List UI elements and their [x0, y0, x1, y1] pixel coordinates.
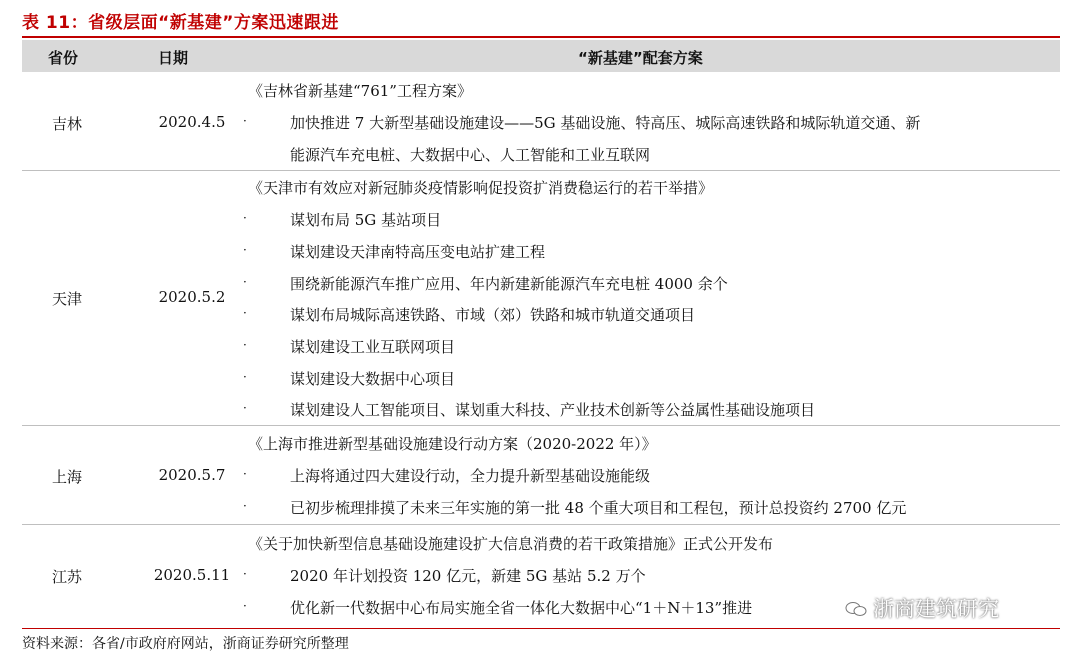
bullet: ·	[243, 401, 247, 415]
plan-document: 《上海市推进新型基础设施建设行动方案（2020-2022 年）》	[248, 435, 657, 453]
bullet: ·	[243, 370, 247, 384]
plan-document: 《关于加快新型信息基础设施建设扩大信息消费的若干政策措施》正式公开发布	[248, 535, 774, 553]
plan-item: 能源汽车充电桩、大数据中心、人工智能和工业互联网	[290, 146, 651, 164]
bullet: ·	[243, 467, 247, 481]
bullet: ·	[243, 275, 247, 289]
bullet: ·	[243, 243, 247, 257]
table-title: 表 11：省级层面“新基建”方案迅速跟进	[22, 13, 339, 33]
table-header	[22, 40, 1060, 72]
bullet: ·	[243, 306, 247, 320]
plan-item: 优化新一代数据中心布局实施全省一体化大数据中心“1＋N＋13”推进	[290, 599, 753, 617]
plan-item: 谋划建设大数据中心项目	[290, 370, 456, 388]
bullet: ·	[243, 599, 247, 613]
watermark	[845, 593, 999, 623]
date-cell: 2020.5.11	[153, 566, 231, 584]
province-cell: 吉林	[51, 115, 82, 133]
date-cell: 2020.5.7	[158, 466, 226, 484]
plan-item: 谋划建设天津南特高压变电站扩建工程	[290, 243, 546, 261]
date-cell: 2020.4.5	[158, 113, 226, 131]
date-cell: 2020.5.2	[158, 288, 226, 306]
bullet: ·	[243, 211, 247, 225]
plan-item: 谋划布局 5G 基站项目	[290, 211, 442, 229]
plan-item: 2020 年计划投资 120 亿元，新建 5G 基站 5.2 万个	[290, 567, 646, 585]
plan-document: 《天津市有效应对新冠肺炎疫情影响促投资扩消费稳运行的若干举措》	[248, 179, 714, 197]
plan-document: 《吉林省新基建“761”工程方案》	[248, 82, 472, 100]
bullet: ·	[243, 499, 247, 513]
bottom-rule	[22, 628, 1060, 629]
table-row	[22, 426, 1060, 525]
province-cell: 天津	[51, 290, 82, 308]
plan-item: 加快推进 7 大新型基础设施建设——5G 基础设施、特高压、城际高速铁路和城际轨道交通、新	[290, 114, 921, 132]
header-province: 省份	[48, 49, 79, 67]
bullet: ·	[243, 114, 247, 128]
header-plan: “新基建”配套方案	[578, 49, 703, 67]
plan-item: 上海将通过四大建设行动，全力提升新型基础设施能级	[290, 467, 651, 485]
source-note: 资料来源：各省/市政府府网站，浙商证券研究所整理	[22, 636, 349, 652]
plan-item: 围绕新能源汽车推广应用、年内新建新能源汽车充电桩 4000 余个	[290, 275, 728, 293]
top-rule	[22, 36, 1060, 38]
watermark-text: 浙商建筑研究	[873, 597, 999, 621]
table-row	[22, 72, 1060, 171]
province-cell: 上海	[51, 468, 82, 486]
plan-item: 谋划建设人工智能项目、谋划重大科技、产业技术创新等公益属性基础设施项目	[290, 401, 816, 419]
plan-item: 谋划建设工业互联网项目	[290, 338, 456, 356]
plan-item: 谋划布局城际高速铁路、市域（郊）铁路和城市轨道交通项目	[290, 306, 696, 324]
bullet: ·	[243, 338, 247, 352]
table-row	[22, 171, 1060, 426]
header-date: 日期	[158, 49, 189, 67]
bullet: ·	[243, 567, 247, 581]
wechat-icon	[845, 601, 867, 617]
province-cell: 江苏	[51, 568, 82, 586]
plan-item: 已初步梳理排摸了未来三年实施的第一批 48 个重大项目和工程包，预计总投资约 2700 亿元	[290, 499, 907, 517]
